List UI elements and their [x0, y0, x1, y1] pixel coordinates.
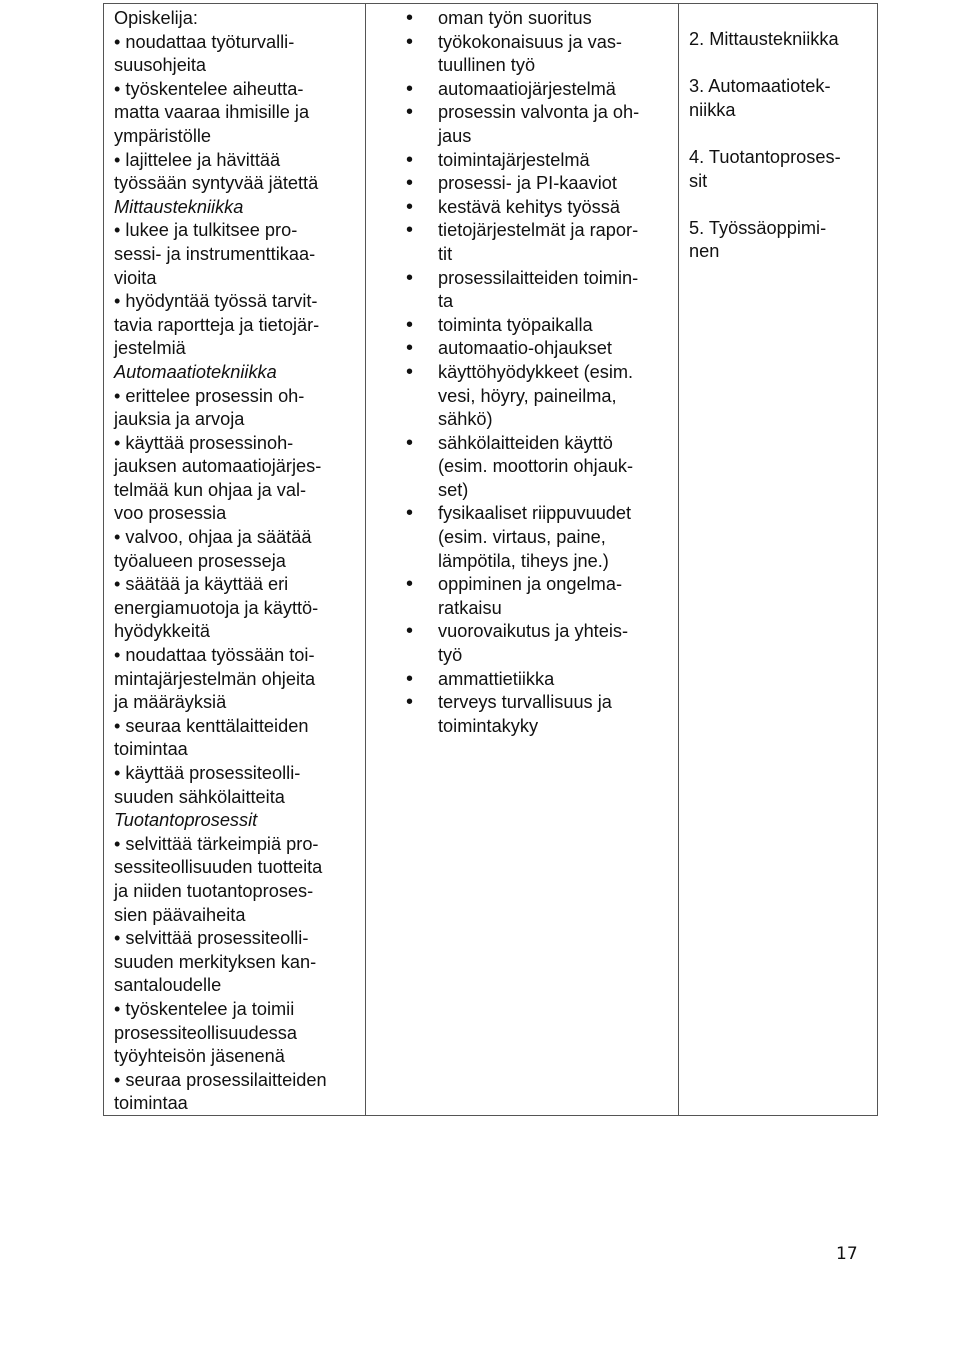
objective-line: • hyödyntää työssä tarvit- [114, 291, 318, 312]
content-item-line: • oppiminen ja ongelma- [438, 574, 623, 595]
content-item-line: • toiminta työpaikalla [438, 314, 593, 335]
content-item [376, 149, 672, 173]
content-item-line: vesi, höyry, paineilma, [438, 385, 617, 406]
content-item-line: set) [438, 479, 469, 500]
content-item [376, 668, 672, 692]
content-item-line: jaus [438, 125, 472, 146]
objective-line: • selvittää prosessiteolli- [114, 928, 309, 949]
objective-line: suuden merkityksen kan- [114, 951, 317, 972]
objective-line: mintajärjestelmän ohjeita [114, 668, 316, 689]
objective-line: • työskentelee aiheutta- [114, 78, 304, 99]
content-item-line: • tietojärjestelmät ja rapor- [438, 220, 639, 241]
module-item-line: 3. Automaatiotek- [689, 76, 831, 97]
module-item [689, 217, 871, 264]
curriculum-table [103, 3, 878, 1116]
content-item-line: • työkokonaisuus ja vas- [438, 31, 622, 52]
section-heading: Automaatiotekniikka [114, 361, 277, 382]
objective-line: vioita [114, 267, 157, 288]
content-item-line: tit [438, 243, 453, 264]
content-item [376, 101, 672, 148]
objective-line: työalueen prosesseja [114, 550, 286, 571]
content-item-line: • kestävä kehitys työssä [438, 196, 620, 217]
module-item-line: nen [689, 241, 720, 262]
content-item-line: ratkaisu [438, 597, 502, 618]
module-item [689, 75, 871, 122]
content-item [376, 691, 672, 738]
objective-line: tavia raportteja ja tietojär- [114, 314, 320, 335]
content-item-line: (esim. moottorin ohjauk- [438, 456, 634, 477]
content-item-line: lämpötila, tiheys jne.) [438, 550, 609, 571]
objective-line: • käyttää prosessinoh- [114, 432, 294, 453]
content-item [376, 573, 672, 620]
objective-line: telmää kun ohjaa ja val- [114, 479, 307, 500]
content-item-line: • prosessin valvonta ja oh- [438, 102, 640, 123]
module-item-line: 5. Työssäoppimi- [689, 217, 827, 238]
content-item [376, 31, 672, 78]
modules-column [679, 4, 877, 1115]
objective-line: santaloudelle [114, 975, 222, 996]
objective-line: työyhteisön jäsenenä [114, 1046, 285, 1067]
content-item-line: • ammattietiikka [438, 668, 555, 689]
objective-line: suuden sähkölaitteita [114, 786, 285, 807]
content-item [376, 314, 672, 338]
objective-line: työssään syntyvää jätettä [114, 173, 319, 194]
objective-line: toimintaa [114, 739, 188, 760]
content-item-line: ta [438, 291, 454, 312]
content-item [376, 432, 672, 503]
content-item-line: • oman työn suoritus [438, 8, 592, 28]
objective-line: energiamuotoja ja käyttö- [114, 597, 319, 618]
objective-line: • lajittelee ja hävittää [114, 149, 281, 170]
content-item [376, 361, 672, 432]
content-item-line: työ [438, 645, 463, 666]
content-item-line: • sähkölaitteiden käyttö [438, 432, 613, 453]
content-item [376, 620, 672, 667]
objective-line: • valvoo, ohjaa ja säätää [114, 527, 312, 548]
module-item-line: sit [689, 170, 708, 191]
content-item-line: toimintakyky [438, 715, 539, 736]
content-item-line: • toimintajärjestelmä [438, 149, 590, 170]
module-item [689, 146, 871, 193]
module-item-line: niikka [689, 99, 736, 120]
objective-line: matta vaaraa ihmisille ja [114, 102, 310, 123]
page-number: 17 [836, 1244, 858, 1264]
content-item [376, 337, 672, 361]
objective-line: Opiskelija: [114, 8, 198, 28]
content-item-line: • prosessi- ja PI-kaaviot [438, 173, 617, 194]
objective-line: sien päävaiheita [114, 904, 246, 925]
module-item [689, 28, 871, 52]
objective-line: jauksen automaatiojärjes- [114, 456, 322, 477]
section-heading: Mittaustekniikka [114, 196, 244, 217]
module-item-line: 2. Mittaustekniikka [689, 29, 839, 49]
content-item [376, 196, 672, 220]
content-item-line: • terveys turvallisuus ja [438, 692, 612, 713]
objective-line: suusohjeita [114, 55, 207, 76]
content-item-line: (esim. virtaus, paine, [438, 527, 606, 548]
content-item [376, 267, 672, 314]
objective-line: jauksia ja arvoja [114, 409, 245, 430]
section-heading: Tuotantoprosessit [114, 810, 258, 831]
core-content-list [376, 7, 672, 738]
content-item-line: • vuorovaikutus ja yhteis- [438, 621, 629, 642]
learning-objectives-column [104, 4, 366, 1115]
objective-line: ja niiden tuotantoproses- [114, 880, 314, 901]
core-content-column [366, 4, 679, 1115]
content-item-line: • automaatio-ohjaukset [438, 338, 612, 359]
objective-line: • noudattaa työturvalli- [114, 31, 295, 52]
content-item [376, 7, 672, 31]
objective-line: • käyttää prosessiteolli- [114, 763, 301, 783]
objective-line: • erittelee prosessin oh- [114, 385, 305, 406]
content-item-line: • fysikaaliset riippuvuudet [438, 503, 632, 524]
content-item [376, 172, 672, 196]
objective-line: • selvittää tärkeimpiä pro- [114, 833, 319, 854]
content-item [376, 219, 672, 266]
objective-line: ja määräyksiä [114, 692, 227, 713]
objective-line: sessi- ja instrumenttikaa- [114, 243, 316, 264]
content-item-line: tuullinen työ [438, 55, 536, 76]
objective-line: hyödykkeitä [114, 621, 211, 642]
objective-line: • lukee ja tulkitsee pro- [114, 220, 298, 241]
objective-line: • työskentelee ja toimii [114, 998, 295, 1019]
content-item-line: sähkö) [438, 409, 493, 430]
objective-line: • seuraa kenttälaitteiden [114, 715, 309, 736]
content-item-line: • käyttöhyödykkeet (esim. [438, 361, 634, 382]
content-item [376, 502, 672, 573]
objective-line: ympäristölle [114, 125, 212, 146]
objective-line: • säätää ja käyttää eri [114, 574, 289, 595]
objective-line: voo prosessia [114, 503, 227, 524]
content-item-line: • automaatiojärjestelmä [438, 78, 616, 99]
objective-line: prosessiteollisuudessa [114, 1022, 297, 1043]
objective-line: jestelmiä [114, 338, 186, 359]
objective-line: toimintaa [114, 1093, 188, 1114]
content-item [376, 78, 672, 102]
module-item-line: 4. Tuotantoproses- [689, 146, 841, 167]
objective-line: sessiteollisuuden tuotteita [114, 857, 323, 878]
objective-line: • seuraa prosessilaitteiden [114, 1069, 327, 1090]
objective-line: • noudattaa työssään toi- [114, 645, 315, 666]
content-item-line: • prosessilaitteiden toimin- [438, 267, 639, 288]
